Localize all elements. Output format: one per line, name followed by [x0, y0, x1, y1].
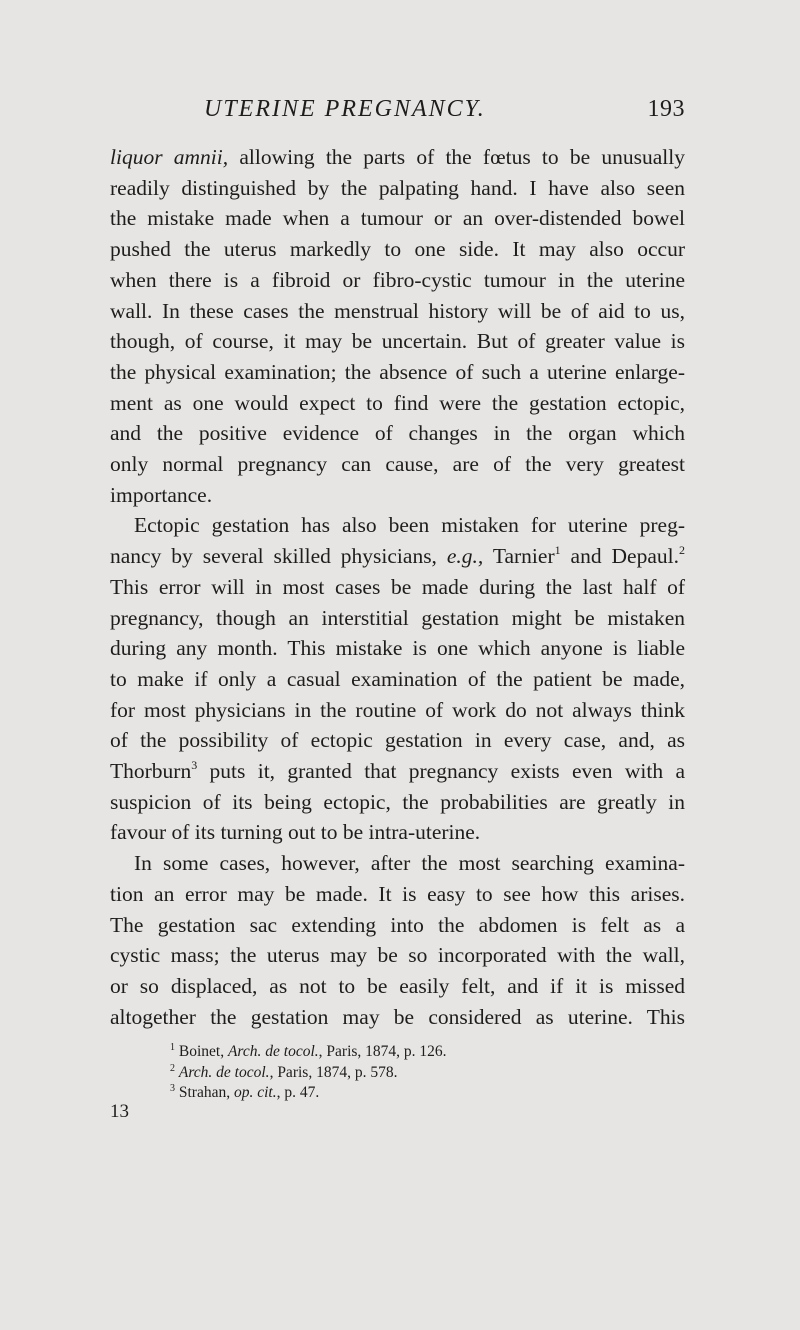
text-line: tion an error may be made. It is easy to see how this arises.	[110, 881, 685, 906]
footnote-journal: op. cit.	[233, 1084, 277, 1101]
text-line: only normal pregnancy can cause, are of the very greatest	[110, 452, 685, 477]
footnote-citation: , Paris, 1874, p. 126.	[318, 1043, 447, 1060]
text-line	[110, 142, 685, 173]
footnote-marker: 2	[170, 1062, 175, 1074]
footnote-journal: Arch. de tocol.	[178, 1063, 270, 1081]
text-line: for most physicians in the routine of work do not always think	[110, 697, 685, 722]
text-line: though, of course, it may be uncertain. But of greater value is	[110, 329, 685, 354]
italic-term: liquor amnii,	[110, 145, 229, 169]
text-line: readily distinguished by the palpating hand. I have also seen	[110, 175, 685, 200]
italic-abbrev: e.g.,	[446, 544, 484, 569]
text-line: of the possibility of ectopic gestation in every case, and, as	[110, 728, 685, 753]
text-line	[110, 756, 685, 787]
page-number: 193	[647, 96, 685, 122]
footnote-3	[170, 1083, 570, 1104]
text-line: wall. In these cases the menstrual history will be of aid to us,	[110, 298, 685, 323]
text-span: Tarnier	[483, 544, 555, 569]
text-line: ment as one would expect to find were the gestation ectopic,	[110, 390, 685, 415]
text-line: the mistake made when a tumour or an over-distended bowel	[110, 206, 685, 231]
paragraph-2	[110, 510, 685, 848]
footnote-citation: , Paris, 1874, p. 578.	[269, 1063, 398, 1081]
text-line: This error will in most cases be made during the last half of	[110, 574, 685, 599]
footnote-citation: , p. 47.	[276, 1084, 320, 1101]
running-title: UTERINE PREGNANCY.	[204, 96, 486, 122]
paragraph-1	[110, 142, 685, 510]
text-line: In some cases, however, after the most searching examina-	[134, 851, 685, 876]
footnote-author: Strahan,	[178, 1084, 234, 1101]
footnote-2	[170, 1063, 570, 1084]
text-line: The gestation sac extending into the abdomen is felt as a	[110, 912, 685, 937]
running-header	[110, 96, 685, 128]
text-line: during any month. This mistake is one which anyone is liable	[110, 636, 685, 661]
text-line: to make if only a casual examination of the patient be made,	[110, 666, 685, 691]
footnote-marker: 3	[170, 1083, 175, 1094]
signature-mark: 13	[110, 1101, 129, 1122]
text-span: Thorburn	[110, 759, 192, 784]
footnote-marker: 1	[170, 1042, 175, 1053]
text-line: the physical examination; the absence of such a uterine enlarge-	[110, 359, 685, 384]
text-span: and Depaul.	[560, 544, 679, 569]
footnote-ref-2[interactable]: 2	[679, 543, 685, 558]
text-line: when there is a fibroid or fibro-cystic tumour in the uterine	[110, 267, 685, 292]
text-line: altogether the gestation may be considered as uterine. This	[110, 1004, 685, 1029]
footnote-journal: Arch. de tocol.	[227, 1043, 319, 1060]
footnote-1	[170, 1042, 570, 1063]
text-line: cystic mass; the uterus may be so incorporated with the wall,	[110, 943, 685, 968]
paragraph-3	[110, 848, 685, 1032]
text-span: allowing the parts of the fœtus to be unusually	[228, 145, 685, 169]
footnote-author: Boinet,	[178, 1043, 228, 1060]
text-line	[110, 541, 685, 572]
footnote-ref-3[interactable]: 3	[191, 758, 198, 773]
text-line: favour of its turning out to be intra-uterine.	[110, 820, 481, 845]
text-line: and the positive evidence of changes in the organ which	[110, 421, 685, 446]
footnotes	[170, 1042, 570, 1104]
text-line: or so displaced, as not to be easily felt, and if it is missed	[110, 973, 685, 998]
text-line: importance.	[110, 482, 213, 507]
text-line: pushed the uterus markedly to one side. It may also occur	[110, 237, 685, 262]
text-line: suspicion of its being ectopic, the probabilities are greatly in	[110, 789, 685, 814]
text-span: puts it, granted that pregnancy exists even with a	[197, 759, 685, 784]
text-line: pregnancy, though an interstitial gestation might be mistaken	[110, 605, 685, 630]
footnote-ref-1[interactable]: 1	[554, 543, 561, 558]
body-text	[110, 142, 685, 1032]
text-line: Ectopic gestation has also been mistaken for uterine preg-	[134, 513, 685, 538]
text-span: nancy by several skilled physicians,	[110, 544, 447, 569]
